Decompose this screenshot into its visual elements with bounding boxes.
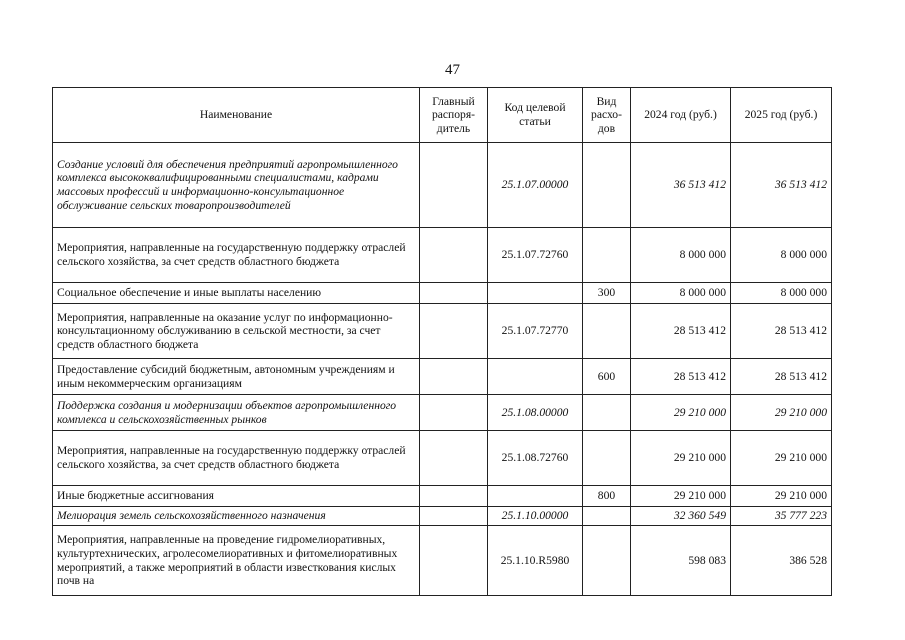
- table-row: [53, 283, 832, 304]
- cell-manager: [420, 359, 488, 395]
- cell-2024: 32 360 549: [631, 507, 731, 526]
- cell-manager: [420, 143, 488, 228]
- budget-table: [52, 87, 832, 596]
- cell-name: Мероприятия, направленные на оказание услуг по информационно-консультационному обслуживанию в сельской местности, за счет средств областного бюджета: [53, 304, 420, 359]
- cell-manager: [420, 283, 488, 304]
- table-row: [53, 143, 832, 228]
- cell-name: Мелиорация земель сельскохозяйственного назначения: [53, 507, 420, 526]
- table-body: [53, 143, 832, 596]
- cell-2025: 8 000 000: [731, 283, 832, 304]
- cell-2024: 29 210 000: [631, 431, 731, 486]
- cell-name: Социальное обеспечение и иные выплаты населению: [53, 283, 420, 304]
- cell-code: 25.1.10.R5980: [488, 526, 583, 596]
- cell-manager: [420, 526, 488, 596]
- cell-name: Предоставление субсидий бюджетным, автономным учреждениям и иным некоммерческим организациям: [53, 359, 420, 395]
- cell-kind: [583, 507, 631, 526]
- cell-kind: [583, 228, 631, 283]
- cell-code: 25.1.10.00000: [488, 507, 583, 526]
- cell-2024: 8 000 000: [631, 228, 731, 283]
- table-row: [53, 395, 832, 431]
- page-number: 47: [445, 62, 460, 78]
- cell-kind: [583, 143, 631, 228]
- table-row: [53, 228, 832, 283]
- header-code: Код целевой статьи: [488, 88, 583, 143]
- cell-2024: 28 513 412: [631, 304, 731, 359]
- cell-kind: 800: [583, 486, 631, 507]
- cell-name: Мероприятия, направленные на государственную поддержку отраслей сельского хозяйства, за счет средств областного бюджета: [53, 228, 420, 283]
- cell-code: 25.1.07.72760: [488, 228, 583, 283]
- header-kind: Вид расхо-дов: [583, 88, 631, 143]
- header-name: Наименование: [53, 88, 420, 143]
- cell-manager: [420, 431, 488, 486]
- table-row: [53, 507, 832, 526]
- cell-2025: 29 210 000: [731, 431, 832, 486]
- cell-code: [488, 283, 583, 304]
- header-manager: Главный распоря-дитель: [420, 88, 488, 143]
- table-row: [53, 526, 832, 596]
- cell-2025: 386 528: [731, 526, 832, 596]
- cell-name: Поддержка создания и модернизации объектов агропромышленного комплекса и сельскохозяйственных рынков: [53, 395, 420, 431]
- table-row: [53, 486, 832, 507]
- cell-name: Мероприятия, направленные на проведение гидромелиоративных, культуртехнических, агролесомелиоративных и фитомелиоративных мероприятий, а также мероприятий в области известкования кислых почв на: [53, 526, 420, 596]
- cell-code: 25.1.07.00000: [488, 143, 583, 228]
- header-2024: 2024 год (руб.): [631, 88, 731, 143]
- header-2025: 2025 год (руб.): [731, 88, 832, 143]
- table-row: [53, 359, 832, 395]
- cell-code: 25.1.08.72760: [488, 431, 583, 486]
- table-row: [53, 431, 832, 486]
- cell-code: [488, 359, 583, 395]
- cell-2025: 29 210 000: [731, 486, 832, 507]
- cell-2024: 29 210 000: [631, 395, 731, 431]
- cell-2025: 36 513 412: [731, 143, 832, 228]
- table-header-row: [53, 88, 832, 143]
- cell-kind: [583, 526, 631, 596]
- cell-name: Мероприятия, направленные на государственную поддержку отраслей сельского хозяйства, за счет средств областного бюджета: [53, 431, 420, 486]
- cell-manager: [420, 228, 488, 283]
- cell-2025: 35 777 223: [731, 507, 832, 526]
- cell-2025: 28 513 412: [731, 359, 832, 395]
- cell-name: Иные бюджетные ассигнования: [53, 486, 420, 507]
- cell-code: [488, 486, 583, 507]
- cell-code: 25.1.08.00000: [488, 395, 583, 431]
- cell-kind: 300: [583, 283, 631, 304]
- cell-2024: 28 513 412: [631, 359, 731, 395]
- cell-2024: 598 083: [631, 526, 731, 596]
- cell-kind: [583, 304, 631, 359]
- cell-manager: [420, 486, 488, 507]
- cell-manager: [420, 507, 488, 526]
- cell-2024: 36 513 412: [631, 143, 731, 228]
- cell-2025: 8 000 000: [731, 228, 832, 283]
- cell-2024: 8 000 000: [631, 283, 731, 304]
- cell-2025: 29 210 000: [731, 395, 832, 431]
- cell-name: Создание условий для обеспечения предприятий агропромышленного комплекса высококвалифицированными специалистами, кадрами массовых профессий и информационно-консультационное обслуживание сельских товаропроизводителей: [53, 143, 420, 228]
- cell-kind: 600: [583, 359, 631, 395]
- cell-2024: 29 210 000: [631, 486, 731, 507]
- cell-kind: [583, 395, 631, 431]
- cell-manager: [420, 304, 488, 359]
- cell-2025: 28 513 412: [731, 304, 832, 359]
- table-row: [53, 304, 832, 359]
- cell-manager: [420, 395, 488, 431]
- cell-kind: [583, 431, 631, 486]
- cell-code: 25.1.07.72770: [488, 304, 583, 359]
